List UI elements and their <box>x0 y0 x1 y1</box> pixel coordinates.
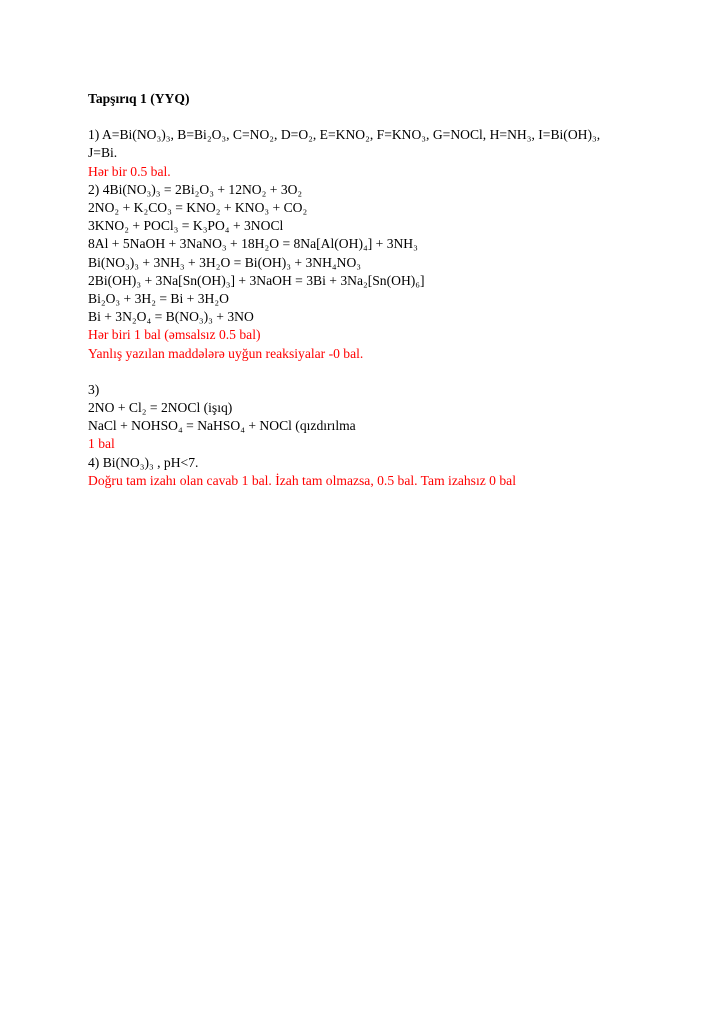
section-1 <box>88 126 688 181</box>
grading-note: Doğru tam izahı olan cavab 1 bal. İzah tam olmazsa, 0.5 bal. Tam izahsız 0 bal <box>88 472 516 488</box>
section-header: 3) <box>88 381 100 397</box>
section-header: 4) Bi(NO₃)₃ , pH<7. <box>88 454 199 470</box>
section-2 <box>88 181 688 363</box>
equation-line: 8Al + 5NaOH + 3NaNO₃ + 18H₂O = 8Na[Al(OH)₄] + 3NH₃ <box>88 236 418 252</box>
section-3 <box>88 381 688 454</box>
equation-line: Bi(NO₃)₃ + 3NH₃ + 3H₂O = Bi(OH)₃ + 3NH₄NO₃ <box>88 254 362 270</box>
equation-line: Bi + 3N₂O₄ = B(NO₃)₃ + 3NO <box>88 309 254 325</box>
section-4 <box>88 454 688 490</box>
grading-note: 1 bal <box>88 436 115 452</box>
equation-line: 2NO₂ + K₂CO₃ = KNO₂ + KNO₃ + CO₂ <box>88 200 308 216</box>
grading-note: Hər biri 1 bal (əmsalsız 0.5 bal) <box>88 327 261 343</box>
answer-line: J=Bi. <box>88 145 118 161</box>
equation-line: Bi₂O₃ + 3H₂ = Bi + 3H₂O <box>88 291 229 307</box>
task-title: Tapşırıq 1 (YYQ) <box>88 91 190 106</box>
blank-line <box>88 363 688 381</box>
answer-line: 1) A=Bi(NO₃)₃, B=Bi₂O₃, C=NO₂, D=O₂, E=KNO₂, F=KNO₃, G=NOCl, H=NH₃, I=Bi(OH)₃, <box>88 127 601 143</box>
document-content <box>88 90 688 490</box>
equation-line: NaCl + NOHSO₄ = NaHSO₄ + NOCl (qızdırılma <box>88 418 356 434</box>
equation-line: 3KNO₂ + POCl₃ = K₃PO₄ + 3NOCl <box>88 218 284 234</box>
grading-note: Yanlış yazılan maddələrə uyğun reaksiyalar -0 bal. <box>88 345 364 361</box>
grading-note: Hər bir 0.5 bal. <box>88 163 171 179</box>
equation-line: 2Bi(OH)₃ + 3Na[Sn(OH)₃] + 3NaOH = 3Bi + 3Na₂[Sn(OH)₆] <box>88 272 425 288</box>
section-header: 2) 4Bi(NO₃)₃ = 2Bi₂O₃ + 12NO₂ + 3O₂ <box>88 181 303 197</box>
equation-line: 2NO + Cl₂ = 2NOCl (işıq) <box>88 400 233 416</box>
